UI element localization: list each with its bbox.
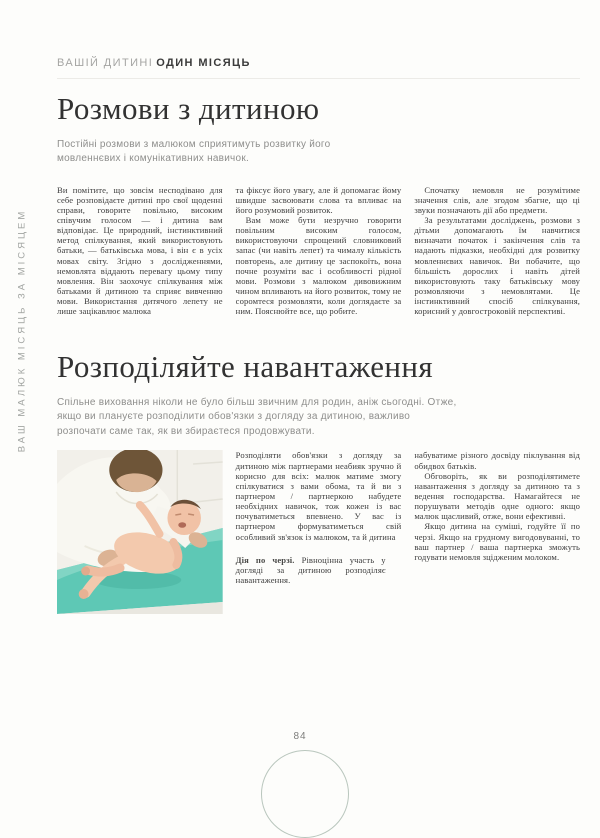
photo-column [57, 450, 223, 614]
section-intro: Постійні розмови з малюком сприятимуть розвитку його мовленнєвих і комунікативних навичок. [57, 138, 331, 165]
section-title-talking: Розмови з дитиною [57, 91, 320, 126]
body-paragraph: набуватиме різного досвіду піклування від обидвох батьків. [414, 450, 580, 471]
baby-care-photo [57, 450, 223, 614]
page-content [57, 0, 580, 614]
text-column [236, 450, 402, 614]
body-paragraph: Розподіляти обов'язки з догляду за дитиною між партнерами неабияк зручно й корисно для всіх: малюк матиме змогу спілкуватися з вами обома, та й ви з партнером / партнеркою набудете необхідних навичок, тож кожен із вас почуватиметься впевнено. У вас із партнером формуватиметься свій особливий зв'язок із малюком, та й дитина [235, 450, 402, 542]
footer-circle-decoration [261, 750, 349, 838]
body-paragraph: та фіксує його увагу, але й допомагає йому швидше засвоювати слова та впливає на його розумовий розвиток. [235, 184, 402, 215]
photo-caption-lead: Дія по черзі. [235, 554, 295, 565]
photo-caption-text: Рівноцінна участь у догляді за дитиною розподіляє навантаження. [235, 554, 386, 585]
three-column-text [57, 450, 580, 614]
page-number: 84 [293, 731, 307, 742]
body-paragraph: За результатами досліджень, розмови з дітьми допомагають їм навчитися визначати початок і закінчення слів та надають підказки, необхідні для розвитку мовленнєвих навичок. Ви побачите, що більшість дорослих і навіть дітей використовують таку батьківську мову розмовляючи з немовлятами. Це інстинктивний спосіб спілкування, корисний у довгостроковій перспективі. [414, 214, 580, 317]
spine-text: ВАШ МАЛЮК МІСЯЦЬ ЗА МІСЯЦЕМ [16, 208, 28, 452]
running-header [57, 57, 580, 69]
body-paragraph: Ви помітите, що зовсім несподівано для себе розповідаєте дитині про свої щоденні справи, говорите повільно, високим співучим голосом — і дитина вам відповідає. Це природний, інстинктивний метод спілкування, який використовують батьки, — батьківська мова, і він є в усіх мовах світу. Згідно з дослідженнями, немовлята віддають перевагу цьому типу мовлення. Він заохочує спілкування між батьками й дитиною та сприяє вивченню мови. Використання дитячого лепету не лише зацікавлює малюка [57, 184, 223, 317]
body-paragraph: Спочатку немовля не розумітиме значення слів, але згодом збагне, що ці звуки позначають дії або предмети. [414, 184, 580, 215]
section-intro: Спільне виховання ніколи не було більш звичним для родин, аніж сьогодні. Отже, якщо ви плануєте розподілити обов'язки з догляду за дитиною, важливо розпочати саме так, як ви збираєтеся продовжувати. [57, 396, 457, 437]
baby-care-photo-illustration [57, 450, 223, 614]
body-paragraph: Якщо дитина на суміші, годуйте її по черзі. Якщо на грудному вигодовуванні, то ваш партнер / ваша партнерка зможуть годувати немовля зцідженим молоком. [414, 521, 580, 562]
section-title-sharing: Розподіляйте навантаження [57, 349, 433, 385]
body-paragraph: Обговоріть, як ви розподілятимете навантаження з догляду за дитиною та з ведення господарства. Намагайтеся не порушувати методів одне одного: якщо малюк щасливий, отже, вони ефективні. [414, 470, 580, 522]
header-rule [57, 78, 580, 79]
three-column-text [57, 185, 580, 317]
text-column [414, 185, 580, 317]
photo-caption [236, 555, 386, 585]
text-column [414, 450, 580, 614]
body-paragraph: Вам може бути незручно говорити повільним високим голосом, використовуючи спрощений словниковий запас (чи навіть лепет) та чималу кількість повторень, але дитину це заспокоїть, вона почне розуміти вас і особливості рідної мови. Розмови з малюком дивовижним чином впливають на його розвиток, тому не соромтеся розмовляти, коли доглядаєте за ним. Пояснюйте все, що робите. [235, 214, 402, 317]
text-column [57, 185, 223, 317]
running-header-bold: ОДИН МІСЯЦЬ [156, 57, 251, 69]
text-column [236, 185, 402, 317]
running-header-light: ВАШІЙ ДИТИНІ [57, 57, 154, 69]
